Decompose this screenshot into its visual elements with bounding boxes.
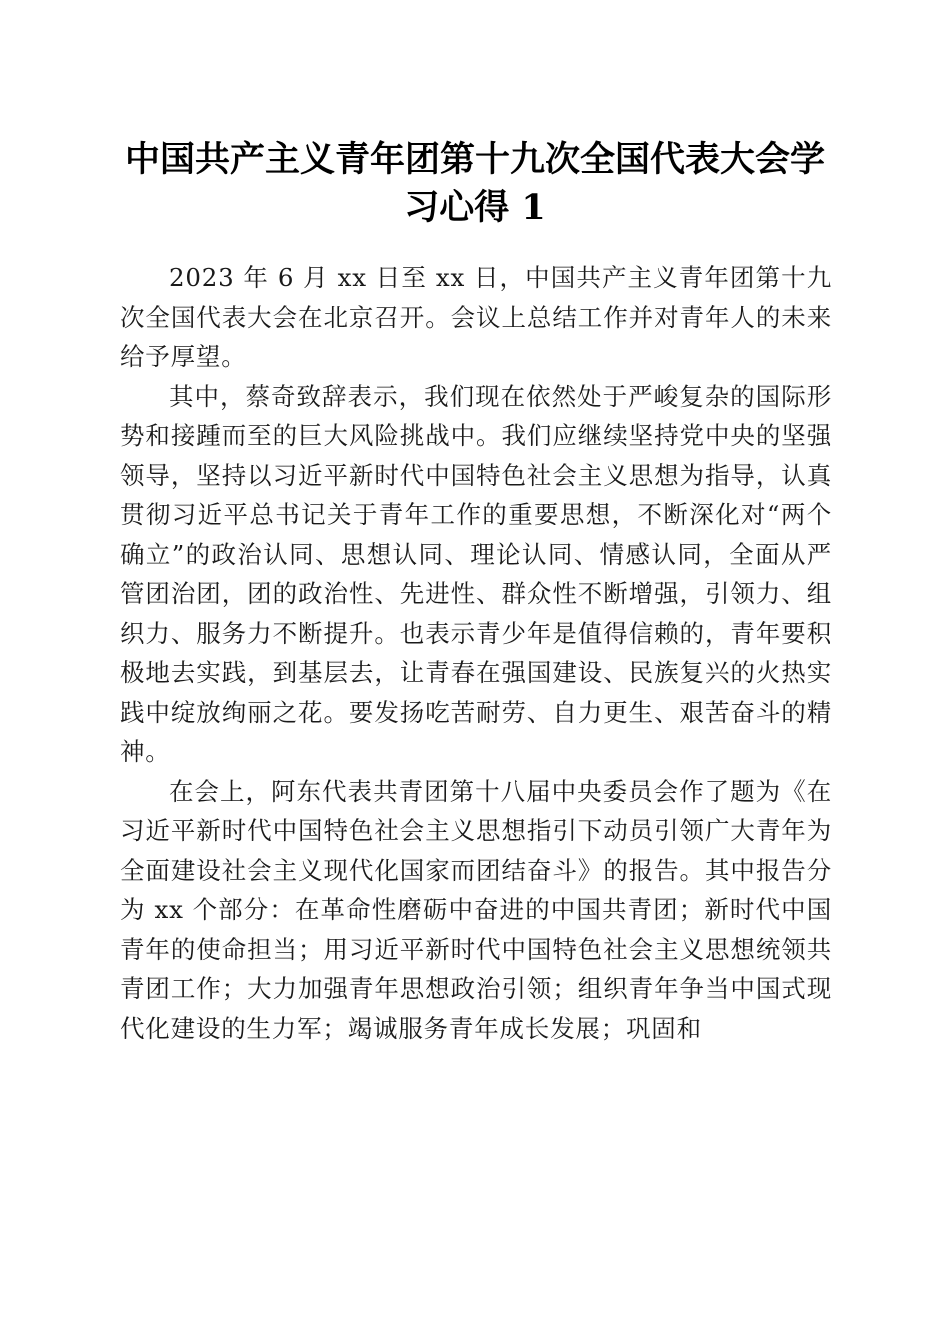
paragraph-1: 2023 年 6 月 xx 日至 xx 日，中国共产主义青年团第十九次全国代表大会在北京召开。会议上总结工作并对青年人的未来给予厚望。	[120, 263, 832, 371]
document-title: 中国共产主义青年团第十九次全国代表大会学习心得 1	[124, 139, 825, 228]
paragraph-2: 其中，蔡奇致辞表示，我们现在依然处于严峻复杂的国际形势和接踵而至的巨大风险挑战中。我们应继续坚持党中央的坚强领导，坚持以习近平新时代中国特色社会主义思想为指导，认真贯彻习近平总书记关于青年工作的重要思想，不断深化对“两个确立”的政治认同、思想认同、理论认同、情感认同，全面从严管团治团，团的政治性、先进性、群众性不断增强，引领力、组织力、服务力不断提升。也表示青少年是值得信赖的，青年要积极地去实践，到基层去，让青春在强国建设、民族复兴的火热实践中绽放绚丽之花。要发扬吃苦耐劳、自力更生、艰苦奋斗的精神。	[120, 381, 832, 766]
paragraph-3: 在会上，阿东代表共青团第十八届中央委员会作了题为《在习近平新时代中国特色社会主义思想指引下动员引领广大青年为全面建设社会主义现代化国家而团结奋斗》的报告。其中报告分为 xx 个部分：在革命性磨砺中奋进的中国共青团；新时代中国青年的使命担当；用习近平新时代中国特色社会主义思想统领共青团工作；大力加强青年思想政治引领；组织青年争当中国式现代化建设的生力军；竭诚服务青年成长发展；巩固和	[120, 776, 832, 1043]
document-body	[120, 258, 832, 1048]
